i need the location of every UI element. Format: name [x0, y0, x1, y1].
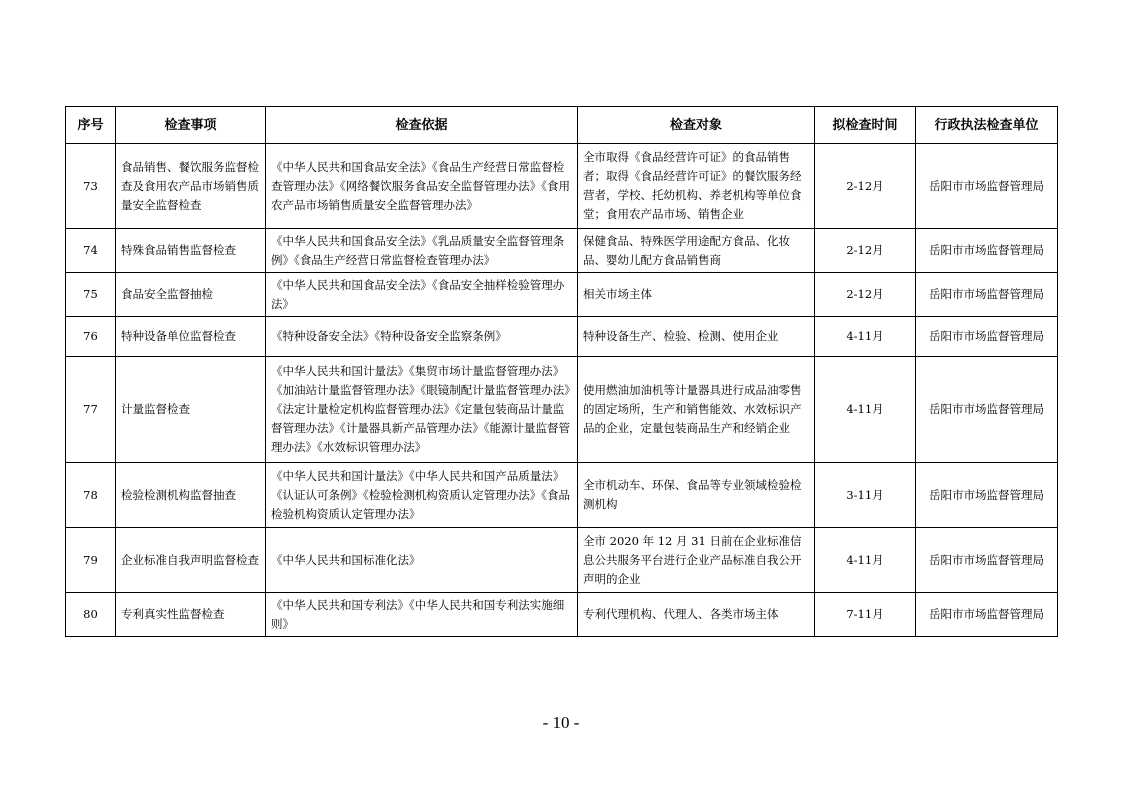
cell-unit: 岳阳市市场监督管理局 — [916, 229, 1058, 273]
cell-time: 3-11月 — [815, 463, 916, 528]
table-row — [66, 144, 1058, 229]
table-header-row — [66, 107, 1058, 144]
cell-item: 企业标准自我声明监督检查 — [116, 528, 266, 593]
table-row — [66, 463, 1058, 528]
cell-target: 特种设备生产、检验、检测、使用企业 — [578, 317, 815, 357]
cell-unit: 岳阳市市场监督管理局 — [916, 463, 1058, 528]
cell-item: 食品销售、餐饮服务监督检查及食用农产品市场销售质量安全监督检查 — [116, 144, 266, 229]
cell-no: 78 — [66, 463, 116, 528]
cell-item: 检验检测机构监督抽查 — [116, 463, 266, 528]
cell-time: 2-12月 — [815, 273, 916, 317]
cell-no: 77 — [66, 357, 116, 463]
page-number: - 10 - — [542, 713, 580, 732]
cell-unit: 岳阳市市场监督管理局 — [916, 144, 1058, 229]
cell-unit: 岳阳市市场监督管理局 — [916, 593, 1058, 637]
inspection-plan-table — [65, 106, 1058, 637]
cell-time: 4-11月 — [815, 357, 916, 463]
header-basis: 检查依据 — [266, 107, 578, 144]
cell-basis: 《中华人民共和国计量法》《集贸市场计量监督管理办法》《加油站计量监督管理办法》《眼镜制配计量监督管理办法》《法定计量检定机构监督管理办法》《定量包装商品计量监督管理办法》《计量器具新产品管理办法》《能源计量监督管理办法》《水效标识管理办法》 — [266, 357, 578, 463]
cell-target: 专利代理机构、代理人、各类市场主体 — [578, 593, 815, 637]
cell-target: 全市 2020 年 12 月 31 日前在企业标准信息公共服务平台进行企业产品标准自我公开声明的企业 — [578, 528, 815, 593]
cell-no: 73 — [66, 144, 116, 229]
cell-item: 特种设备单位监督检查 — [116, 317, 266, 357]
header-target: 检查对象 — [578, 107, 815, 144]
cell-no: 79 — [66, 528, 116, 593]
cell-unit: 岳阳市市场监督管理局 — [916, 317, 1058, 357]
cell-basis: 《中华人民共和国食品安全法》《食品安全抽样检验管理办法》 — [266, 273, 578, 317]
cell-target: 全市取得《食品经营许可证》的食品销售者；取得《食品经营许可证》的餐饮服务经营者，学校、托幼机构、养老机构等单位食堂；食用农产品市场、销售企业 — [578, 144, 815, 229]
header-no: 序号 — [66, 107, 116, 144]
cell-target: 相关市场主体 — [578, 273, 815, 317]
cell-target: 保健食品、特殊医学用途配方食品、化妆品、婴幼儿配方食品销售商 — [578, 229, 815, 273]
cell-time: 2-12月 — [815, 229, 916, 273]
cell-time: 4-11月 — [815, 317, 916, 357]
cell-no: 76 — [66, 317, 116, 357]
cell-item: 特殊食品销售监督检查 — [116, 229, 266, 273]
cell-unit: 岳阳市市场监督管理局 — [916, 528, 1058, 593]
cell-target: 使用燃油加油机等计量器具进行成品油零售的固定场所，生产和销售能效、水效标识产品的企业，定量包装商品生产和经销企业 — [578, 357, 815, 463]
cell-unit: 岳阳市市场监督管理局 — [916, 357, 1058, 463]
cell-item: 食品安全监督抽检 — [116, 273, 266, 317]
table-row — [66, 357, 1058, 463]
cell-item: 专利真实性监督检查 — [116, 593, 266, 637]
cell-item: 计量监督检查 — [116, 357, 266, 463]
cell-unit: 岳阳市市场监督管理局 — [916, 273, 1058, 317]
cell-basis: 《中华人民共和国食品安全法》《食品生产经营日常监督检查管理办法》《网络餐饮服务食品安全监督管理办法》《食用农产品市场销售质量安全监督管理办法》 — [266, 144, 578, 229]
header-time: 拟检查时间 — [815, 107, 916, 144]
header-unit: 行政执法检查单位 — [916, 107, 1058, 144]
cell-time: 2-12月 — [815, 144, 916, 229]
cell-time: 7-11月 — [815, 593, 916, 637]
cell-basis: 《特种设备安全法》《特种设备安全监察条例》 — [266, 317, 578, 357]
cell-time: 4-11月 — [815, 528, 916, 593]
cell-basis: 《中华人民共和国计量法》《中华人民共和国产品质量法》《认证认可条例》《检验检测机构资质认定管理办法》《食品检验机构资质认定管理办法》 — [266, 463, 578, 528]
table-row — [66, 273, 1058, 317]
cell-basis: 《中华人民共和国标准化法》 — [266, 528, 578, 593]
table-row — [66, 593, 1058, 637]
header-item: 检查事项 — [116, 107, 266, 144]
table-row — [66, 317, 1058, 357]
table-row — [66, 229, 1058, 273]
cell-basis: 《中华人民共和国专利法》《中华人民共和国专利法实施细则》 — [266, 593, 578, 637]
table-row — [66, 528, 1058, 593]
cell-no: 74 — [66, 229, 116, 273]
cell-no: 80 — [66, 593, 116, 637]
cell-target: 全市机动车、环保、食品等专业领域检验检测机构 — [578, 463, 815, 528]
cell-no: 75 — [66, 273, 116, 317]
cell-basis: 《中华人民共和国食品安全法》《乳品质量安全监督管理条例》《食品生产经营日常监督检查管理办法》 — [266, 229, 578, 273]
